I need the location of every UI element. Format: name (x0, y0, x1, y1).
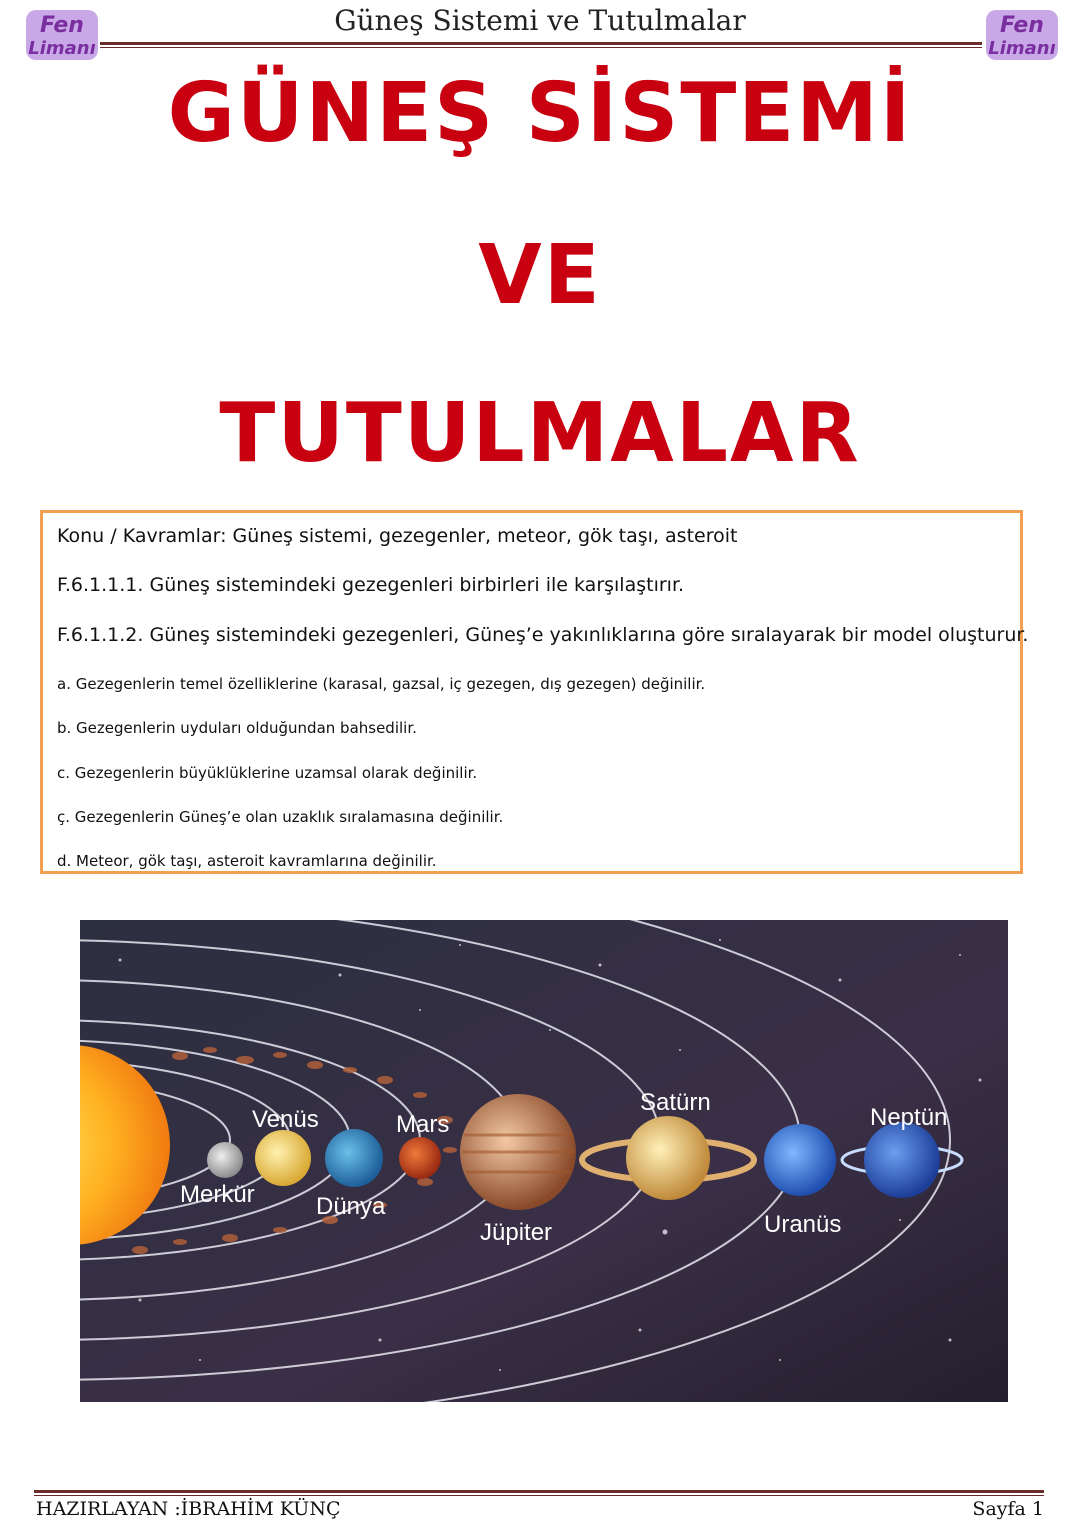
footer-author: HAZIRLAYAN :İBRAHİM KÜNÇ (36, 1498, 341, 1520)
main-title-line3: TUTULMALAR (219, 386, 861, 481)
footer-rule (34, 1490, 1044, 1493)
objective-line: F.6.1.1.2. Güneş sistemindeki gezegenleri, Güneş’e yakınlıklarına göre sıralayarak bir model oluşturur. (57, 624, 1029, 646)
svg-text:Limanı: Limanı (28, 38, 96, 59)
svg-text:Fen: Fen (1000, 13, 1044, 38)
planet-label: Neptün (870, 1104, 948, 1131)
header-title: Güneş Sistemi ve Tutulmalar (334, 4, 746, 37)
objective-line: d. Meteor, gök taşı, asteroit kavramlarına değinilir. (57, 852, 437, 870)
header-rule (100, 42, 982, 45)
main-title-line1: GÜNEŞ SİSTEMİ (167, 66, 913, 161)
solar-system-image (80, 920, 1008, 1402)
planet-label: Merkür (180, 1181, 255, 1208)
planet-label: Satürn (640, 1089, 711, 1116)
svg-text:Limanı: Limanı (988, 38, 1056, 59)
objective-line: a. Gezegenlerin temel özelliklerine (karasal, gazsal, iç gezegen, dış gezegen) değinilir. (57, 675, 706, 693)
header-rule-thin (100, 47, 982, 48)
fen-limani-logo (982, 4, 1062, 64)
svg-text:Fen: Fen (40, 13, 84, 38)
planet-label: Mars (396, 1111, 450, 1138)
objective-line: c. Gezegenlerin büyüklüklerine uzamsal olarak değinilir. (57, 764, 478, 782)
footer-page-number: Sayfa 1 (972, 1498, 1044, 1520)
footer-rule-thin (34, 1495, 1044, 1496)
planet-label: Uranüs (764, 1211, 842, 1238)
objective-line: Konu / Kavramlar: Güneş sistemi, gezegenler, meteor, gök taşı, asteroit (57, 525, 738, 547)
planet-label: Dünya (316, 1193, 386, 1220)
objective-line: b. Gezegenlerin uyduları olduğundan bahsedilir. (57, 719, 417, 737)
planet-label: Venüs (252, 1106, 319, 1133)
objective-line: ç. Gezegenlerin Güneş’e olan uzaklık sıralamasına değinilir. (57, 808, 504, 826)
planet-label: Jüpiter (480, 1219, 553, 1246)
main-title-line2: VE (478, 228, 602, 323)
objectives-box (40, 510, 1029, 874)
objective-line: F.6.1.1.1. Güneş sistemindeki gezegenleri birbirleri ile karşılaştırır. (57, 574, 685, 596)
